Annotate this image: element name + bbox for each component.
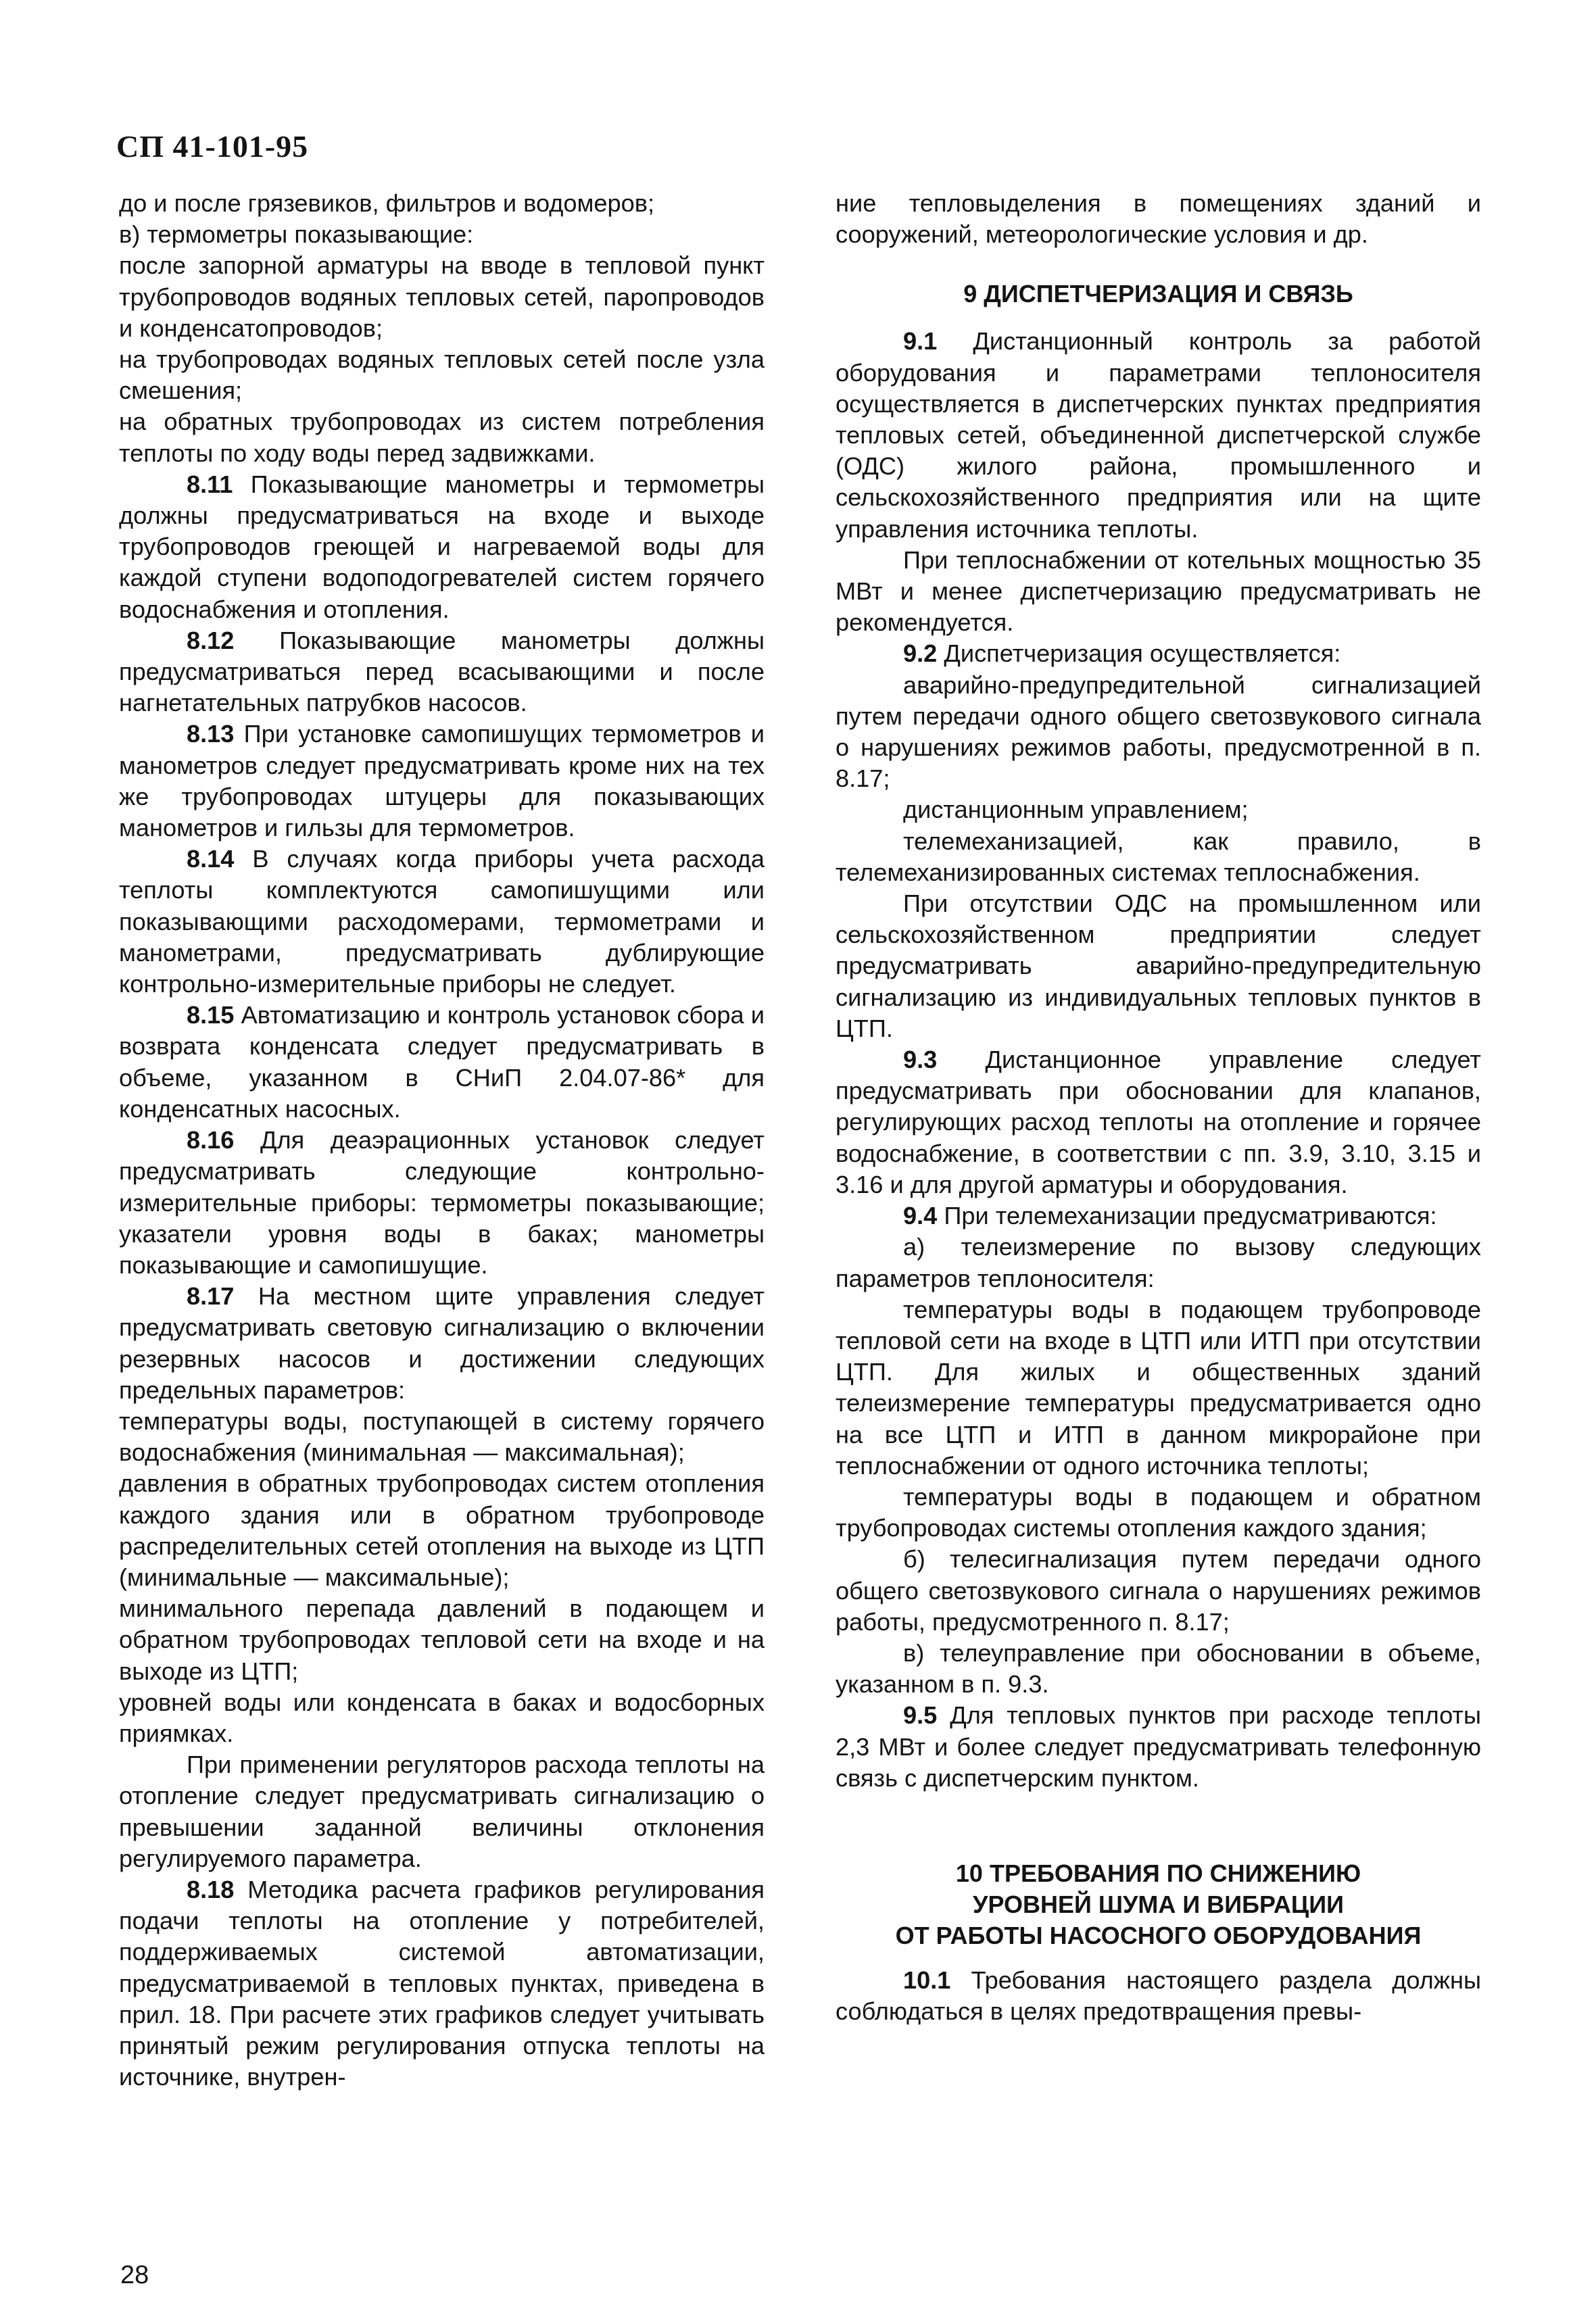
clause-number: 9.1 xyxy=(903,327,938,356)
clause-number: 9.2 xyxy=(903,639,938,668)
clause-10-1 xyxy=(836,1965,1481,2027)
left-column xyxy=(119,188,765,2093)
clause-text: Для деаэрационных установок следует предусматривать следующие контрольно-измерительные приборы: термометры показывающие; указатели уровня воды в баках; манометры показывающие и самопишущие. xyxy=(119,1126,765,1279)
section-10-title-line: УРОВНЕЙ ШУМА И ВИБРАЦИИ xyxy=(973,1890,1344,1918)
paragraph: дистанционным управлением; xyxy=(903,796,1249,824)
clause-number: 10.1 xyxy=(903,1966,951,1994)
clause-9-5 xyxy=(836,1700,1481,1794)
clause-text: Методика расчета графиков регулирования подачи теплоты на отопление у потребителей, поддерживаемых системой автоматизации, предусматриваемой в тепловых пунктах, приведена в прил. 18. При расчете этих графиков следует учитывать принятый режим регулирования отпуска теплоты на источнике, внутрен- xyxy=(119,1875,765,2091)
clause-text: Для тепловых пунктов при расходе теплоты 2,3 МВт и более следует предусматривать телефонную связь с диспетчерским пунктом. xyxy=(836,1701,1481,1792)
page-number: 28 xyxy=(120,2261,149,2289)
clause-number: 8.17 xyxy=(187,1282,235,1311)
paragraph: температуры воды, поступающей в систему горячего водоснабжения (минимальная — максимальная); xyxy=(119,1407,765,1467)
clause-text: Диспетчеризация осуществляется: xyxy=(937,639,1341,668)
section-10-title xyxy=(836,1858,1481,1951)
clause-8-13 xyxy=(119,718,765,844)
section-10-title-line: 10 ТРЕБОВАНИЯ ПО СНИЖЕНИЮ xyxy=(955,1859,1361,1887)
paragraph: до и после грязевиков, фильтров и водомеров; xyxy=(119,189,655,217)
paragraph: ние тепловыделения в помещениях зданий и сооружений, метеорологические условия и др. xyxy=(836,189,1481,249)
paragraph: При применении регуляторов расхода теплоты на отопление следует предусматривать сигнализацию о превышении заданной величины отклонения регулируемого параметра. xyxy=(119,1751,765,1872)
paragraph: б) телесигнализация путем передачи одного общего светозвукового сигнала о нарушениях режимов работы, предусмотренного п. 8.17; xyxy=(836,1545,1481,1636)
clause-text: Показывающие манометры и термометры должны предусматриваться на входе и выходе трубопроводов греющей и нагреваемой воды для каждой ступени водоподогревателей систем горячего водоснабжения и отопления. xyxy=(119,470,765,623)
paragraph: температуры воды в подающем трубопроводе тепловой сети на входе в ЦТП или ИТП при отсутствии ЦТП. Для жилых и общественных зданий телеизмерение температуры предусматривается одно на все ЦТП и ИТП в данном микрорайоне при теплоснабжении от одного источника теплоты; xyxy=(836,1295,1481,1480)
clause-number: 8.18 xyxy=(187,1875,235,1903)
clause-number: 9.3 xyxy=(903,1046,938,1074)
clause-text: Требования настоящего раздела должны соблюдаться в целях предотвращения превы- xyxy=(836,1966,1481,2026)
paragraph: на трубопроводах водяных тепловых сетей после узла смешения; xyxy=(119,345,765,405)
paragraph: При отсутствии ОДС на промышленном или сельскохозяйственном предприятии следует предусматривать аварийно-предупредительную сигнализацию из индивидуальных тепловых пунктов в ЦТП. xyxy=(836,890,1481,1042)
clause-number: 8.14 xyxy=(187,845,235,873)
clause-9-1 xyxy=(836,326,1481,544)
paragraph: аварийно-предупредительной сигнализацией путем передачи одного общего светозвукового сигнала о нарушениях режимов работы, предусмотренной в п. 8.17; xyxy=(836,671,1481,793)
clause-text: В случаях когда приборы учета расхода теплоты комплектуются самопишущими или показывающими расходомерами, термометрами и манометрами, предусматривать дублирующие контрольно-измерительные приборы не следует. xyxy=(119,845,765,998)
clause-9-4 xyxy=(836,1200,1481,1232)
section-9-title: 9 ДИСПЕТЧЕРИЗАЦИЯ И СВЯЗЬ xyxy=(963,280,1353,308)
clause-number: 8.16 xyxy=(187,1126,235,1154)
clause-text: Дистанционное управление следует предусматривать при обосновании для клапанов, регулирующих расход теплоты на отопление и горячее водоснабжение, в соответствии с пп. 3.9, 3.10, 3.15 и 3.16 и для другой арматуры и оборудования. xyxy=(836,1046,1481,1198)
paragraph: после запорной арматуры на вводе в тепловой пункт трубопроводов водяных тепловых сетей, паропроводов и конденсатопроводов; xyxy=(119,251,765,342)
paragraph: минимального перепада давлений в подающем и обратном трубопроводах тепловой сети на входе и на выходе из ЦТП; xyxy=(119,1594,765,1685)
clause-text: Показывающие манометры должны предусматриваться перед всасывающими и после нагнетательных патрубков насосов. xyxy=(119,626,765,717)
clause-8-18 xyxy=(119,1874,765,2093)
paragraph: температуры воды в подающем и обратном трубопроводах системы отопления каждого здания; xyxy=(836,1482,1481,1542)
paragraph: давления в обратных трубопроводах систем отопления каждого здания или в обратном трубопроводе распределительных сетей отопления на выходе из ЦТП (минимальные — максимальные); xyxy=(119,1469,765,1591)
paragraph: а) телеизмерение по вызову следующих параметров теплоносителя: xyxy=(836,1233,1481,1292)
paragraph: на обратных трубопроводах из систем потребления теплоты по ходу воды перед задвижками. xyxy=(119,408,765,467)
clause-8-11 xyxy=(119,469,765,625)
clause-8-16 xyxy=(119,1125,765,1281)
clause-number: 9.4 xyxy=(903,1202,938,1230)
clause-number: 8.13 xyxy=(187,720,235,748)
paragraph: в) телеуправление при обосновании в объеме, указанном в п. 9.3. xyxy=(836,1638,1481,1699)
clause-8-12 xyxy=(119,625,765,719)
right-column xyxy=(836,188,1481,2027)
paragraph: При теплоснабжении от котельных мощностью 35 МВт и менее диспетчеризацию предусматривать не рекомендуется. xyxy=(836,545,1481,637)
clause-text: Дистанционный контроль за работой оборудования и параметрами теплоносителя осуществляется в диспетчерских пунктах предприятия тепловых сетей, объединенной диспетчерской службе (ОДС) жилого района, промышленного и сельскохозяйственного предприятия или на щите управления источника теплоты. xyxy=(836,327,1481,543)
clause-text: На местном щите управления следует предусматривать световую сигнализацию о включении резервных насосов и достижении следующих предельных параметров: xyxy=(119,1282,765,1404)
section-10-title-line: ОТ РАБОТЫ НАСОСНОГО ОБОРУДОВАНИЯ xyxy=(895,1921,1422,1949)
document-code-header: СП 41-101-95 xyxy=(116,129,309,164)
clause-8-14 xyxy=(119,844,765,1000)
clause-8-17 xyxy=(119,1281,765,1406)
clause-number: 8.15 xyxy=(187,1001,235,1029)
clause-9-3 xyxy=(836,1044,1481,1200)
clause-number: 9.5 xyxy=(903,1701,938,1730)
paragraph: телемеханизацией, как правило, в телемеханизированных системах теплоснабжения. xyxy=(836,827,1481,886)
paragraph: уровней воды или конденсата в баках и водосборных приямках. xyxy=(119,1688,765,1747)
clause-number: 8.11 xyxy=(187,470,233,498)
clause-8-15 xyxy=(119,1000,765,1125)
clause-number: 8.12 xyxy=(187,626,235,654)
clause-text: Автоматизацию и контроль установок сбора и возврата конденсата следует предусматривать в объеме, указанном в СНиП 2.04.07-86* для конденсатных насосных. xyxy=(119,1001,765,1123)
clause-text: При телемеханизации предусматриваются: xyxy=(937,1202,1437,1230)
clause-text: При установке самопишущих термометров и манометров следует предусматривать кроме них на тех же трубопроводах штуцеры для показывающих манометров и гильзы для термометров. xyxy=(119,720,765,842)
clause-9-2 xyxy=(836,638,1481,669)
list-item: в) термометры показывающие: xyxy=(119,220,474,249)
